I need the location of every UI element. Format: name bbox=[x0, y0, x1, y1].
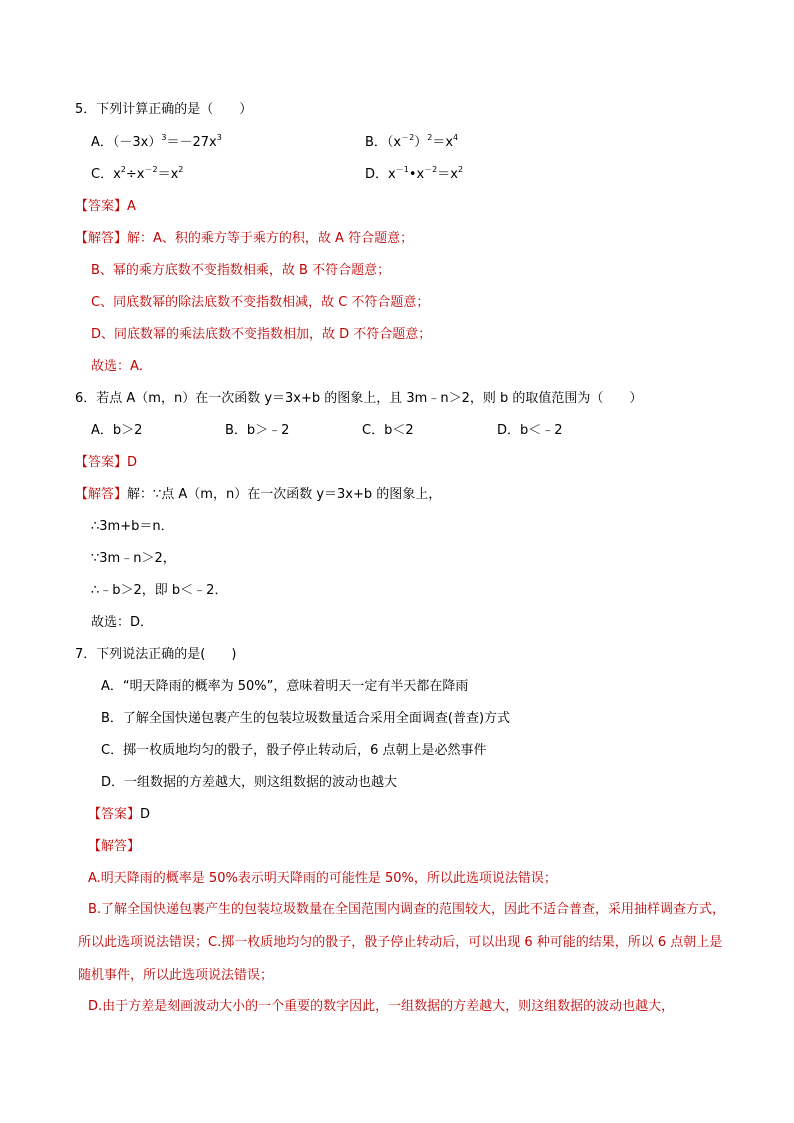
q6-analysis-line-4: ∴﹣b＞2，即 b＜﹣2． bbox=[91, 583, 228, 598]
answer-value: A bbox=[127, 199, 136, 214]
q6-analysis-line-1: 【解答】解：∵点 A（m，n）在一次函数 y＝3x+b 的图象上， bbox=[75, 487, 442, 502]
q6-stem: 6．若点 A（m，n）在一次函数 y＝3x+b 的图象上，且 3m﹣n＞2，则 b 的取值范围为（ ） bbox=[75, 391, 643, 406]
q7-option-a: A．“明天降雨的概率为 50%”，意味着明天一定有半天都在降雨 bbox=[101, 679, 469, 694]
q6-option-b: B．b＞﹣2 bbox=[225, 423, 290, 438]
q7-analysis-a: A.明天降雨的概率是 50%表示明天降雨的可能性是 50%，所以此选项说法错误； bbox=[88, 871, 557, 886]
q6-analysis-line-5: 故选：D． bbox=[91, 615, 154, 630]
answer-label: 【答案】 bbox=[75, 199, 128, 214]
q5-analysis-line-5: 故选：A． bbox=[91, 359, 152, 374]
q5-option-d: D．$x^{-1}•x^{-2}=x^2$ bbox=[365, 165, 464, 182]
analysis-label: 【解答】 bbox=[75, 231, 128, 246]
answer-value: D bbox=[140, 807, 151, 822]
answer-value: D bbox=[127, 455, 138, 470]
q5-analysis-line-2: B、幂的乘方底数不变指数相乘，故 B 不符合题意； bbox=[91, 263, 391, 278]
analysis-label: 【解答】 bbox=[75, 487, 128, 502]
q7-analysis-bc: B.了解全国快递包裹产生的包装垃圾数量在全国范围内调查的范围较大，因此不适合普查，采用抽样调查方式，所以此选项说法错误；C.掷一枚质地均匀的骰子，骰子停止转动后，可以出现 6 种可能的结果，所以 6 点朝上是随机事件，所以此选项说法错误； bbox=[78, 902, 726, 983]
q5-analysis-line-3: C、同底数幂的除法底数不变指数相减，故 C 不符合题意； bbox=[91, 295, 430, 310]
answer-label: 【答案】 bbox=[88, 807, 141, 822]
q5-analysis-line-4: D、同底数幂的乘法底数不变指数相加，故 D 不符合题意； bbox=[91, 327, 432, 342]
q6-option-d: D．b＜﹣2 bbox=[497, 423, 563, 438]
q7-stem: 7．下列说法正确的是( ) bbox=[75, 647, 237, 662]
q7-option-b: B．了解全国快递包裹产生的包装垃圾数量适合采用全面调查(普查)方式 bbox=[101, 711, 511, 726]
q5-option-a: A．$(-3x)^3=-27x^3$ bbox=[91, 133, 222, 150]
q7-analysis-label: 【解答】 bbox=[88, 839, 141, 854]
q6-analysis-line-2: ∴3m+b＝n． bbox=[91, 519, 174, 534]
q6-answer bbox=[75, 453, 137, 473]
q5-stem: 5．下列计算正确的是（ ） bbox=[75, 102, 253, 117]
q7-answer bbox=[88, 805, 150, 825]
q5-option-c: C．$x^2\div x^{-2}=x^2$ bbox=[91, 165, 184, 182]
q5-option-b: B．$(x^{-2})^2=x^4$ bbox=[365, 133, 459, 150]
answer-label: 【答案】 bbox=[75, 455, 128, 470]
q6-option-c: C．b＜2 bbox=[362, 423, 414, 438]
q7-option-d: D．一组数据的方差越大，则这组数据的波动也越大 bbox=[101, 775, 398, 790]
q5-analysis-line-1: 【解答】解：A、积的乘方等于乘方的积，故 A 符合题意； bbox=[75, 231, 414, 246]
q7-option-c: C．掷一枚质地均匀的骰子，骰子停止转动后，6 点朝上是必然事件 bbox=[101, 743, 487, 758]
q7-analysis-d: D.由于方差是刻画波动大小的一个重要的数字因此，一组数据的方差越大，则这组数据的波动也越大， bbox=[88, 999, 675, 1014]
q6-option-a: A．b＞2 bbox=[91, 423, 143, 438]
q5-answer bbox=[75, 197, 136, 217]
q6-analysis-line-3: ∵3m﹣n＞2， bbox=[91, 551, 176, 566]
